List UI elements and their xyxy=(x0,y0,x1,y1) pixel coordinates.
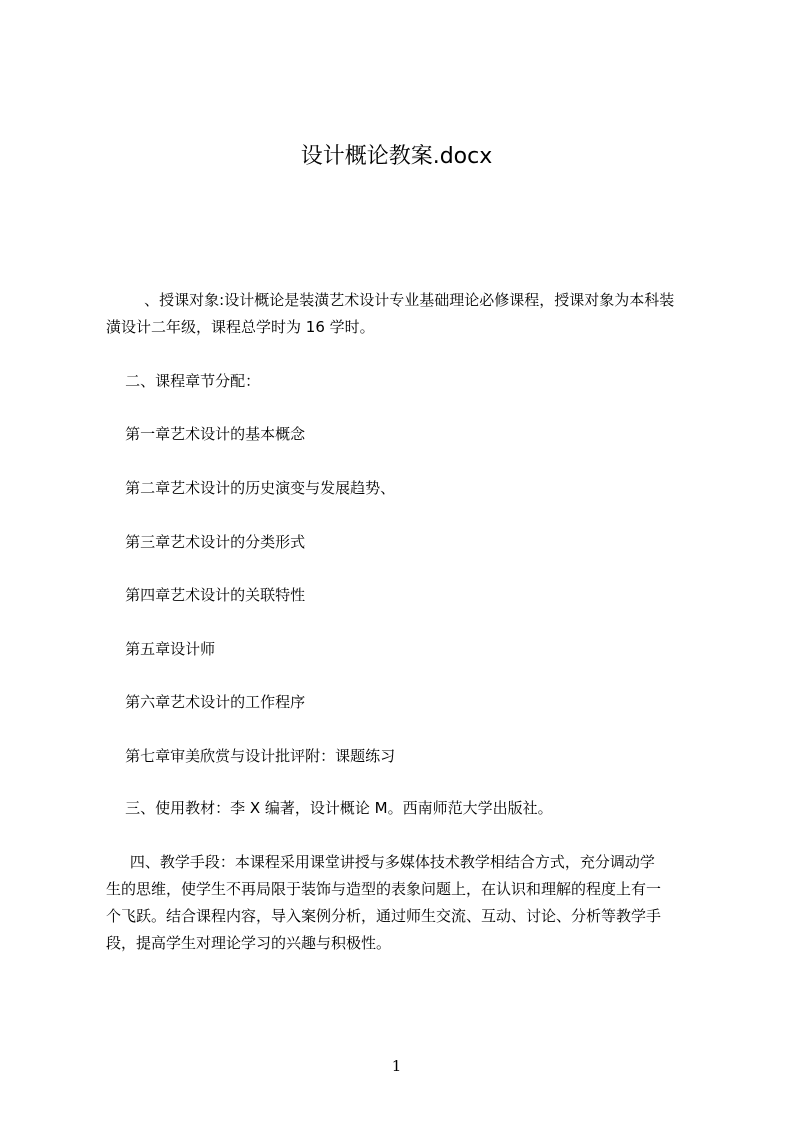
chapter-item xyxy=(106,636,706,663)
paragraph-line: 、授课对象:设计概论是装潢艺术设计专业基础理论必修课程，授课对象为本科装 xyxy=(106,291,675,309)
paragraph-line: 第一章艺术设计的基本概念 xyxy=(106,425,306,443)
paragraph-line: 三、使用教材：李 X 编著，设计概论 M。西南师范大学出版社。 xyxy=(106,799,553,817)
paragraph-chapter-allocation xyxy=(106,368,706,395)
paragraph-teaching-methods xyxy=(106,849,706,957)
paragraph-line: 潢设计二年级，课程总学时为 16 学时。 xyxy=(106,318,375,336)
chapter-item xyxy=(106,421,706,448)
paragraph-line: 二、课程章节分配： xyxy=(106,372,261,390)
paragraph-line: 段，提高学生对理论学习的兴趣与积极性。 xyxy=(106,934,392,952)
paragraph-line: 第六章艺术设计的工作程序 xyxy=(106,693,306,711)
paragraph-line: 个飞跃。结合课程内容，导入案例分析，通过师生交流、互动、讨论、分析等教学手 xyxy=(106,907,662,925)
paragraph-teaching-target xyxy=(106,287,706,341)
paragraph-line: 第三章艺术设计的分类形式 xyxy=(106,533,306,551)
page-title: 设计概论教案.docx xyxy=(300,144,493,169)
chapter-item xyxy=(106,743,706,770)
paragraph-line: 生的思维，使学生不再局限于装饰与造型的表象问题上，在认识和理解的程度上有一 xyxy=(106,880,662,898)
chapter-item xyxy=(106,582,706,609)
paragraph-line: 第二章艺术设计的历史演变与发展趋势、 xyxy=(106,479,396,497)
chapter-item xyxy=(106,475,706,502)
paragraph-line: 第七章审美欣赏与设计批评附：课题练习 xyxy=(106,747,396,765)
paragraph-line: 四、教学手段：本课程采用课堂讲授与多媒体技术教学相结合方式，充分调动学 xyxy=(106,853,655,871)
chapter-item xyxy=(106,529,706,556)
chapter-item xyxy=(106,689,706,716)
paragraph-line: 第五章设计师 xyxy=(106,640,216,658)
paragraph-line: 第四章艺术设计的关联特性 xyxy=(106,586,306,604)
paragraph-textbook xyxy=(106,795,706,822)
page-number: 1 xyxy=(391,1057,402,1075)
